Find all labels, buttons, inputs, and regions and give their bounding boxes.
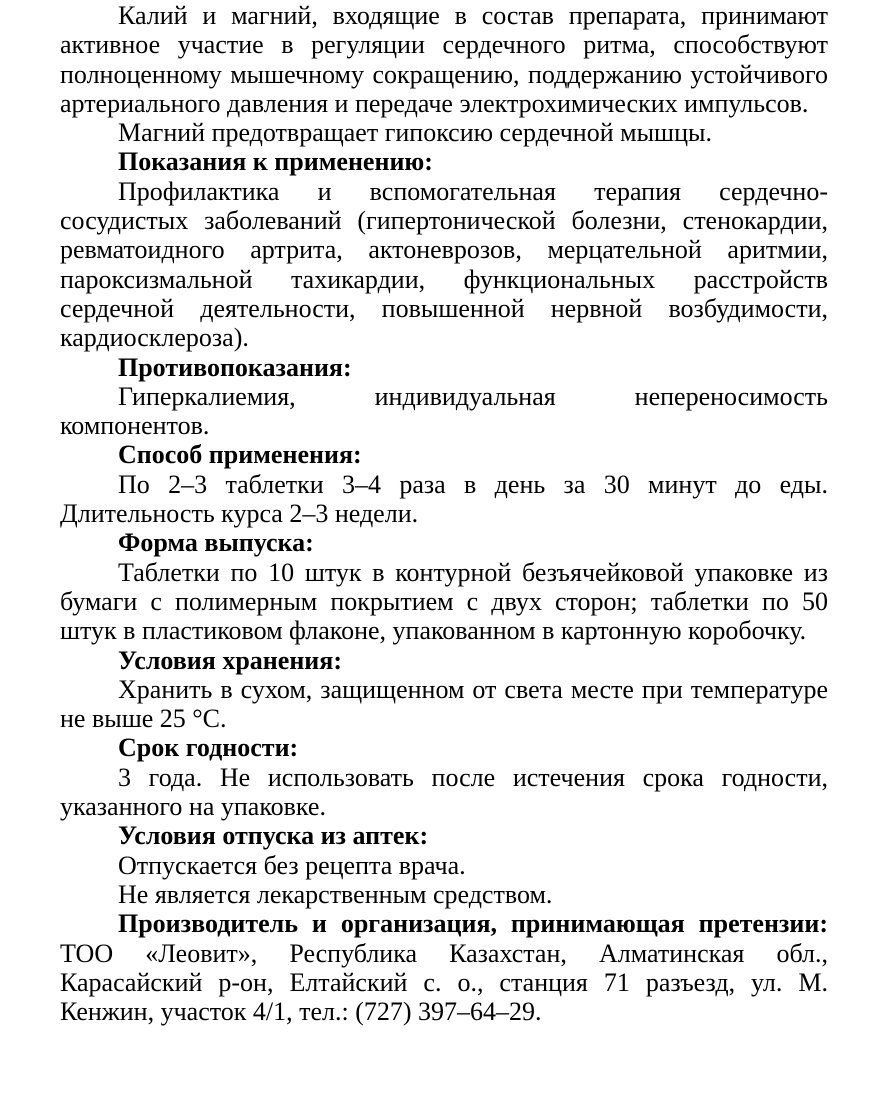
usage-heading: Способ применения:: [118, 440, 362, 470]
release-form-heading: Форма выпуска:: [118, 528, 314, 558]
manufacturer-text: ТОО «Леовит», Республика Казахстан, Алматинская обл., Карасайский р-он, Елтайский с. о., станция 71 разъезд, ул. М. Кенжин, участок 4/1, тел.: (727) 397–64–29.: [60, 938, 828, 1027]
manufacturer-heading: Производитель и организация, принимающая претензии:: [118, 909, 828, 939]
release-form-text: Таблетки по 10 штук в контурной безъячейковой упаковке из бумаги с полимерным покрытием с двух сторон; таблетки по 50 штук в пластиковом флаконе, упакованном в картонную коробочку.: [60, 557, 828, 646]
indications-heading: Показания к применению:: [118, 147, 433, 177]
manufacturer-paragraph: [60, 909, 828, 1026]
usage-text: По 2–3 таблетки 3–4 раза в день за 30 минут до еды. Длительность курса 2–3 недели.: [60, 469, 828, 529]
dispensing-heading: Условия отпуска из аптек:: [118, 821, 429, 851]
contraindications-text: Гиперкалиемия, индивидуальная непереносимость компонентов.: [60, 381, 828, 441]
shelf-life-text: 3 года. Не использовать после истечения срока годности, указанного на упаковке.: [60, 762, 828, 822]
dispensing-line-1: Отпускается без рецепта врача.: [118, 850, 466, 880]
indications-text: Профилактика и вспомогательная терапия сердечно-сосудистых заболеваний (гипертонической болезни, стенокардии, ревматоидного артрита, актоневрозов, мерцательной аритмии, пароксизмальной тахикардии, функциональных расстройств сердечной деятельности, повышенной нервной возбудимости, кардиосклероза).: [60, 176, 828, 353]
contraindications-heading: Противопоказания:: [118, 352, 352, 382]
dispensing-line-2: Не является лекарственным средством.: [118, 879, 553, 909]
storage-heading: Условия хранения:: [118, 645, 343, 675]
storage-text: Хранить в сухом, защищенном от света месте при температуре не выше 25 °С.: [60, 674, 828, 734]
intro-paragraph-1: Калий и магний, входящие в состав препарата, принимают активное участие в регуляции сердечного ритма, способствуют полноценному мышечному сокращению, поддержанию устойчивого артериального давления и передаче электрохимических импульсов.: [60, 1, 828, 118]
intro-paragraph-2: Магний предотвращает гипоксию сердечной мышцы.: [118, 118, 712, 148]
document-page: [60, 0, 828, 1026]
shelf-life-heading: Срок годности:: [118, 733, 299, 763]
